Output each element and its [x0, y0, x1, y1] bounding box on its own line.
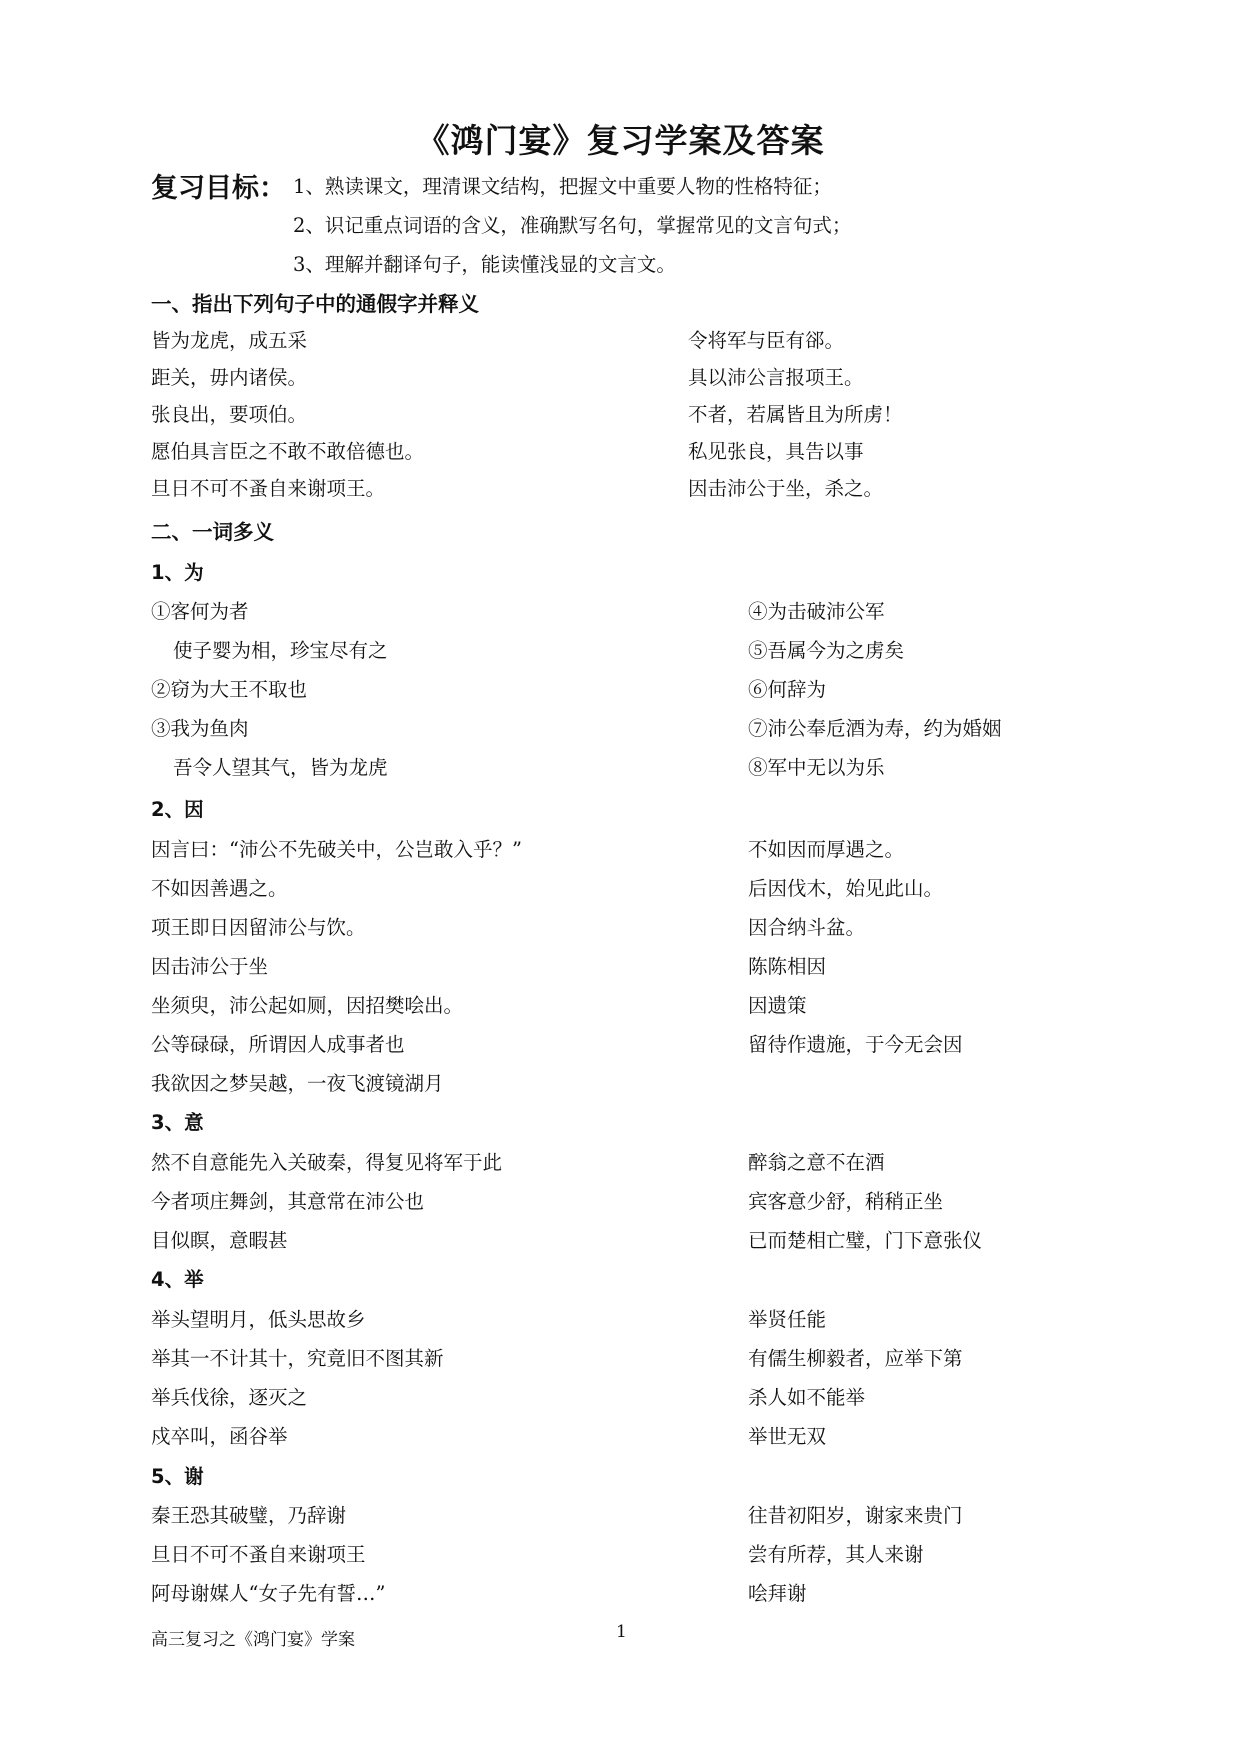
sentence-right: 后因伐木，始见此山。 — [748, 877, 944, 900]
sentence-right: 具以沛公言报项王。 — [688, 366, 864, 389]
sentence-left: 愿伯具言臣之不敢不敢倍德也。 — [151, 440, 425, 463]
goals-label: 复习目标： — [151, 173, 286, 204]
section-heading: 二、一词多义 — [151, 520, 274, 544]
sentence-left: 阿母谢媒人“女子先有誓…” — [151, 1582, 386, 1605]
sentence-right: ⑦沛公奉卮酒为寿，约为婚姻 — [748, 717, 1002, 740]
sentence-right: 因合纳斗盆。 — [748, 916, 866, 939]
sentence-row — [0, 713, 1241, 745]
sentence-right: 杀人如不能举 — [748, 1386, 866, 1409]
word-heading: 1、为 — [151, 561, 204, 584]
goal-item: 2、识记重点词语的含义，准确默写名句，掌握常见的文言句式； — [293, 214, 852, 237]
sentence-left: ①客何为者 — [151, 600, 249, 623]
sentence-left: 秦王恐其破璧，乃辞谢 — [151, 1504, 347, 1527]
sentence-row — [0, 436, 1241, 468]
sentence-left: 张良出，要项伯。 — [151, 403, 308, 426]
sentence-left: 皆为龙虎，成五采 — [151, 329, 308, 352]
word-heading: 5、谢 — [151, 1465, 204, 1488]
sentence-row — [0, 1539, 1241, 1571]
sentence-left: 今者项庄舞剑，其意常在沛公也 — [151, 1190, 425, 1213]
sentence-right: 宾客意少舒，稍稍正坐 — [748, 1190, 944, 1213]
sentence-right: 举世无双 — [748, 1425, 827, 1448]
sentence-right: 不如因而厚遇之。 — [748, 838, 905, 861]
sentence-left: 我欲因之梦吴越，一夜飞渡镜湖月 — [151, 1072, 444, 1095]
sentence-right: 留待作遗施，于今无会因 — [748, 1033, 963, 1056]
word-heading: 2、因 — [151, 798, 204, 821]
sentence-left: 吾令人望其气，皆为龙虎 — [173, 756, 388, 779]
sentence-row — [0, 990, 1241, 1022]
sentence-left: 公等碌碌，所谓因人成事者也 — [151, 1033, 405, 1056]
word-heading: 3、意 — [151, 1111, 204, 1134]
sentence-left: ②窃为大王不取也 — [151, 678, 308, 701]
sentence-right: 令将军与臣有郤。 — [688, 329, 845, 352]
sentence-left: 因言曰：“沛公不先破关中，公岂敢入乎？” — [151, 838, 522, 861]
sentence-right: ④为击破沛公军 — [748, 600, 885, 623]
sentence-left: ③我为鱼肉 — [151, 717, 249, 740]
sentence-row — [0, 362, 1241, 394]
sentence-right: 有儒生柳毅者，应举下第 — [748, 1347, 963, 1370]
sentence-right: ⑧军中无以为乐 — [748, 756, 885, 779]
sentence-row — [0, 674, 1241, 706]
sentence-row — [0, 1578, 1241, 1610]
sentence-row — [0, 1225, 1241, 1257]
sentence-row — [0, 1421, 1241, 1453]
sentence-right: ⑤吾属今为之虏矣 — [748, 639, 905, 662]
sentence-row — [0, 1068, 1241, 1100]
word-heading: 4、举 — [151, 1268, 204, 1291]
sentence-row — [0, 596, 1241, 628]
sentence-row — [0, 325, 1241, 357]
sentence-row — [0, 399, 1241, 431]
goal-item: 1、熟读课文，理清课文结构，把握文中重要人物的性格特征； — [293, 175, 832, 198]
sentence-left: 距关，毋内诸侯。 — [151, 366, 308, 389]
sentence-right: 因击沛公于坐，杀之。 — [688, 477, 884, 500]
sentence-row — [0, 873, 1241, 905]
goal-item: 3、理解并翻译句子，能读懂浅显的文言文。 — [293, 253, 676, 276]
sentence-right: 尝有所荐，其人来谢 — [748, 1543, 924, 1566]
sentence-left: 举头望明月，低头思故乡 — [151, 1308, 366, 1331]
sentence-row — [0, 1500, 1241, 1532]
sentence-left: 坐须臾，沛公起如厕，因招樊哙出。 — [151, 994, 464, 1017]
page-number: 1 — [616, 1622, 627, 1642]
sentence-left: 旦日不可不蚤自来谢项王。 — [151, 477, 386, 500]
sentence-right: 因遗策 — [748, 994, 807, 1017]
sentence-left: 目似瞑，意暇甚 — [151, 1229, 288, 1252]
sentence-row — [0, 1304, 1241, 1336]
sentence-right: 私见张良，具告以事 — [688, 440, 864, 463]
sentence-row — [0, 912, 1241, 944]
sentence-left: 因击沛公于坐 — [151, 955, 269, 978]
sentence-right: 举贤任能 — [748, 1308, 827, 1331]
sentence-left: 不如因善遇之。 — [151, 877, 288, 900]
sentence-row — [0, 635, 1241, 667]
sentence-left: 然不自意能先入关破秦，得复见将军于此 — [151, 1151, 503, 1174]
sentence-row — [0, 1186, 1241, 1218]
sentence-row — [0, 752, 1241, 784]
sentence-right: 陈陈相因 — [748, 955, 827, 978]
sentence-row — [0, 1382, 1241, 1414]
sentence-right: 哙拜谢 — [748, 1582, 807, 1605]
sentence-row — [0, 951, 1241, 983]
sentence-right: 往昔初阳岁，谢家来贵门 — [748, 1504, 963, 1527]
sentence-left: 项王即日因留沛公与饮。 — [151, 916, 366, 939]
sentence-row — [0, 1029, 1241, 1061]
document-title: 《鸿门宴》复习学案及答案 — [416, 121, 825, 160]
sentence-row — [0, 473, 1241, 505]
sentence-row — [0, 1147, 1241, 1179]
sentence-left: 戍卒叫，函谷举 — [151, 1425, 288, 1448]
section-heading: 一、指出下列句子中的通假字并释义 — [151, 292, 479, 316]
sentence-left: 举其一不计其十，究竟旧不图其新 — [151, 1347, 444, 1370]
sentence-row — [0, 1343, 1241, 1375]
sentence-right: 已而楚相亡璧，门下意张仪 — [748, 1229, 983, 1252]
sentence-right: ⑥何辞为 — [748, 678, 827, 701]
sentence-right: 不者，若属皆且为所虏！ — [688, 403, 903, 426]
sentence-row — [0, 834, 1241, 866]
sentence-left: 举兵伐徐，逐灭之 — [151, 1386, 308, 1409]
sentence-right: 醉翁之意不在酒 — [748, 1151, 885, 1174]
sentence-left: 旦日不可不蚤自来谢项王 — [151, 1543, 366, 1566]
sentence-left: 使子婴为相，珍宝尽有之 — [173, 639, 388, 662]
footer-text: 高三复习之《鸿门宴》学案 — [151, 1630, 355, 1650]
